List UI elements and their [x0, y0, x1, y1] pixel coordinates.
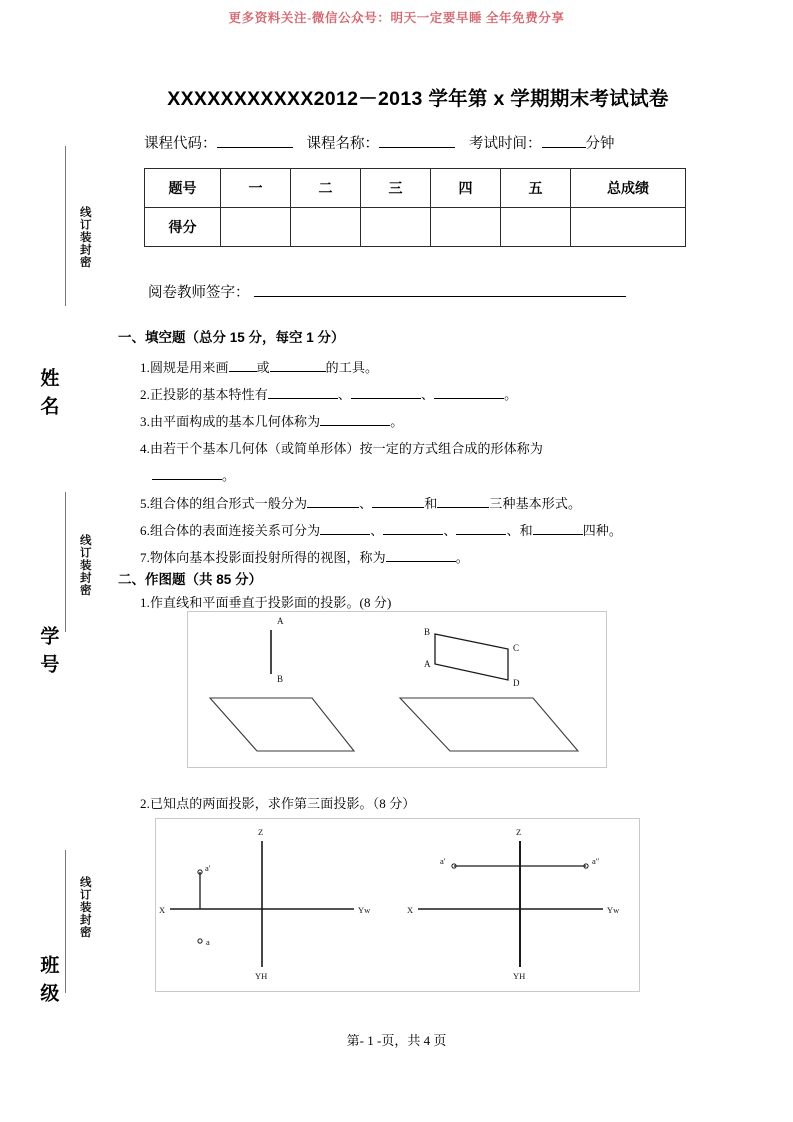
figure2-right-point-right: a″: [592, 856, 600, 866]
q1-post: 的工具。: [325, 360, 379, 375]
seal-rule-2: [65, 492, 66, 632]
figure1-label-B-right: B: [424, 627, 431, 637]
seal-rule-3: [65, 850, 66, 993]
q6-post: 四种。: [582, 523, 622, 538]
question-1-7: [140, 547, 469, 566]
score-column-5: 五: [501, 169, 571, 208]
question-1-4-line1: [140, 438, 543, 457]
q7-post: 。: [455, 550, 469, 565]
q4-num: 4.: [140, 441, 150, 456]
course-name-label: 课程名称：: [306, 136, 379, 152]
figure1-label-A-right: A: [424, 659, 431, 669]
q1-blank-2[interactable]: [270, 371, 326, 372]
figure2-right-label-Yw: Yw: [607, 905, 620, 915]
q6-blank-1[interactable]: [320, 534, 370, 535]
q2-1-num: 1.: [140, 595, 150, 610]
figure2-left-label-X: X: [159, 905, 166, 915]
q6-sep2: 、: [443, 523, 457, 538]
figure2-left-label-Yw: Yw: [358, 905, 371, 915]
figure1-label-C-right: C: [513, 643, 520, 653]
figure2-right-point-left: a′: [440, 856, 446, 866]
figure-2-drawing: [156, 819, 637, 989]
score-column-1: 一: [221, 169, 291, 208]
seal-text-2: 线订装封密: [78, 534, 91, 597]
course-code-blank[interactable]: [217, 147, 293, 148]
q5-pre: 组合体的组合形式一般分为: [149, 496, 308, 511]
score-column-4: 四: [431, 169, 501, 208]
figure1-label-B-left: B: [277, 674, 284, 684]
q1-num: 1.: [140, 360, 150, 375]
q3-num: 3.: [140, 414, 150, 429]
q2-sep1: 、: [337, 387, 351, 402]
seal-text-1: 线订装封密: [78, 206, 91, 269]
q7-num: 7.: [140, 550, 150, 565]
q2-2-text: 已知点的两面投影，求作第三面投影。（8 分）: [149, 796, 416, 811]
figure2-left-point-lower: a: [206, 937, 210, 947]
figure2-right-label-X: X: [407, 905, 414, 915]
question-2-1: [140, 592, 391, 611]
figure-1-drawing: [188, 612, 604, 765]
q6-num: 6.: [140, 523, 150, 538]
course-info-line: [144, 132, 718, 153]
minutes-unit: 分钟: [585, 136, 615, 152]
q5-blank-3[interactable]: [437, 507, 489, 508]
score-cell-5[interactable]: [501, 208, 571, 247]
score-cell-3[interactable]: [361, 208, 431, 247]
q6-blank-4[interactable]: [533, 534, 583, 535]
q2-blank-1[interactable]: [268, 398, 338, 399]
score-cell-2[interactable]: [291, 208, 361, 247]
section-one-heading: 一、填空题（总分 15 分，每空 1 分）: [118, 330, 345, 345]
q5-post: 三种基本形式。: [489, 496, 582, 511]
seal-text-3: 线订装封密: [78, 876, 91, 939]
exam-time-label: 考试时间：: [469, 136, 542, 152]
q5-blank-2[interactable]: [372, 507, 424, 508]
q6-blank-3[interactable]: [456, 534, 506, 535]
page-title: XXXXXXXXXXX2012－2013 学年第 x 学期期末考试试卷: [167, 88, 669, 110]
q2-pre: 正投影的基本特性有: [149, 387, 268, 402]
q1-mid: 或: [256, 360, 270, 375]
question-1-2: [140, 384, 517, 403]
q2-num: 2.: [140, 387, 150, 402]
seal-rule-1: [65, 146, 66, 306]
score-cell-1[interactable]: [221, 208, 291, 247]
q1-blank-1[interactable]: [229, 371, 257, 372]
score-column-2: 二: [291, 169, 361, 208]
figure2-left-label-YH: YH: [255, 971, 268, 981]
figure-box-1: [187, 611, 607, 768]
q2-2-num: 2.: [140, 796, 150, 811]
question-1-5: [140, 493, 581, 512]
field-label-class: 班级: [37, 955, 59, 1011]
q5-sep1: 、: [359, 496, 373, 511]
figure2-right-label-YH: YH: [513, 971, 526, 981]
course-code-label: 课程代码：: [144, 136, 217, 152]
section-two-heading: 二、作图题（共 85 分）: [118, 572, 263, 587]
q2-sep2: 、: [420, 387, 435, 402]
figure2-right-label-Z: Z: [516, 827, 522, 837]
question-1-4-line2: [152, 465, 235, 484]
course-name-blank[interactable]: [379, 147, 455, 148]
q6-blank-2[interactable]: [383, 534, 443, 535]
score-table-row-label-1: 题号: [145, 169, 221, 208]
question-1-6: [140, 520, 622, 539]
teacher-signature-line: [148, 281, 626, 302]
q5-num: 5.: [140, 496, 150, 511]
q4-blank-1[interactable]: [152, 479, 222, 480]
question-1-3: [140, 411, 403, 430]
question-2-2: [140, 793, 415, 812]
q6-sep3: 、和: [506, 523, 533, 538]
q2-blank-2[interactable]: [351, 398, 421, 399]
figure-box-2: [155, 818, 640, 992]
table-row-scores: [145, 208, 686, 247]
figure2-left-point-upper: a′: [205, 863, 211, 873]
q3-blank-1[interactable]: [320, 425, 390, 426]
figure1-label-D-right: D: [513, 678, 520, 688]
q5-blank-1[interactable]: [307, 507, 359, 508]
q3-post: 。: [390, 414, 404, 429]
score-cell-4[interactable]: [431, 208, 501, 247]
q1-pre: 圆规是用来画: [149, 360, 229, 375]
score-cell-total[interactable]: [571, 208, 686, 247]
promo-banner: 更多资料关注-微信公众号：明天一定要早睡 全年免费分享: [228, 11, 565, 25]
q6-pre: 组合体的表面连接关系可分为: [149, 523, 321, 538]
score-column-total: 总成绩: [571, 169, 686, 208]
q4-text: 由若干个基本几何体（或简单形体）按一定的方式组合成的形体称为: [149, 441, 543, 456]
q6-sep1: 、: [370, 523, 384, 538]
q2-post: 。: [504, 387, 518, 402]
score-table-row-label-2: 得分: [145, 208, 221, 247]
exam-time-blank[interactable]: [542, 147, 586, 148]
signature-blank[interactable]: [254, 296, 626, 297]
page-footer: 第- 1 -页，共 4 页: [346, 1033, 447, 1048]
q5-sep2: 和: [424, 496, 438, 511]
q2-blank-3[interactable]: [434, 398, 504, 399]
table-row-header: [145, 169, 686, 208]
q4-post: 。: [222, 468, 236, 483]
signature-label: 阅卷教师签字：: [148, 285, 250, 301]
figure2-left-label-Z: Z: [258, 827, 264, 837]
q2-1-text: 作直线和平面垂直于投影面的投影。(8 分): [149, 595, 392, 610]
score-table: [144, 168, 686, 247]
field-label-name: 姓名: [37, 368, 59, 424]
q3-pre: 由平面构成的基本几何体称为: [149, 414, 321, 429]
q7-blank-1[interactable]: [386, 561, 456, 562]
q7-pre: 物体向基本投影面投射所得的视图，称为: [149, 550, 386, 565]
question-1-1: [140, 357, 378, 376]
figure1-label-A-left: A: [277, 616, 284, 626]
score-column-3: 三: [361, 169, 431, 208]
field-label-student-id: 学号: [37, 626, 59, 682]
